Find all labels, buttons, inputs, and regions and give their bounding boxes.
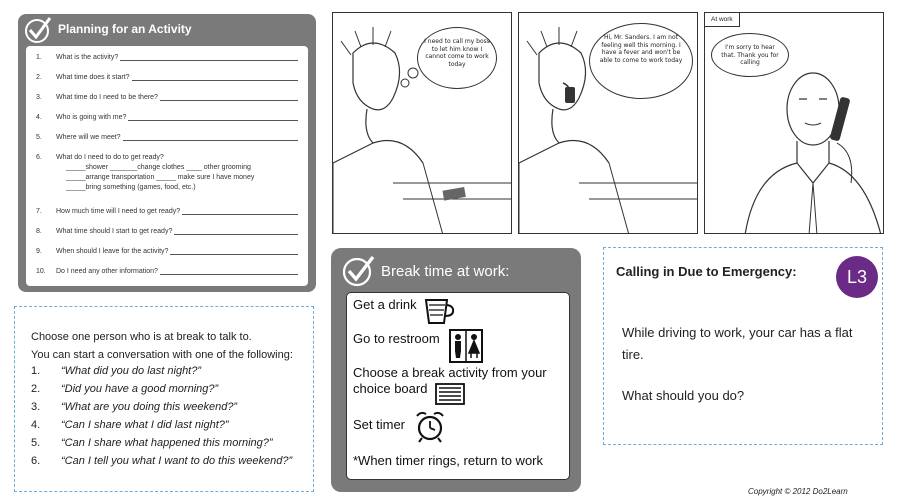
question-text: What do I need to do to get ready? bbox=[56, 154, 164, 161]
question-number: 9. bbox=[36, 248, 42, 255]
question-text: How much time will I need to get ready? bbox=[56, 208, 181, 215]
schedule-item-timer: Set timer bbox=[353, 417, 406, 432]
question-number: 4. bbox=[36, 114, 42, 121]
timer-note: *When timer rings, return to work bbox=[353, 453, 544, 468]
break-schedule bbox=[346, 292, 570, 480]
cup-icon bbox=[423, 297, 455, 325]
thought-bubble: I need to call my boss to let him know I cannot come to work today bbox=[417, 27, 497, 89]
item-number: 2. bbox=[31, 383, 41, 395]
checkmark-circle-icon bbox=[341, 254, 375, 288]
conversation-instruction: Choose one person who is at break to talk to. bbox=[31, 331, 252, 343]
conversation-starter bbox=[31, 419, 229, 431]
conversation-starter bbox=[31, 365, 201, 377]
question-row[interactable] bbox=[36, 208, 298, 215]
scenario-title: Calling in Due to Emergency: bbox=[616, 264, 797, 279]
alarm-clock-icon bbox=[413, 409, 447, 443]
planning-card bbox=[18, 14, 316, 292]
answer-line[interactable] bbox=[182, 214, 298, 215]
answer-line[interactable] bbox=[160, 100, 298, 101]
item-text: “What are you doing this weekend?” bbox=[61, 401, 238, 413]
question-number: 8. bbox=[36, 228, 42, 235]
choice-board-icon bbox=[435, 383, 465, 405]
question-number: 7. bbox=[36, 208, 42, 215]
question-number: 10. bbox=[36, 268, 46, 275]
conversation-starter bbox=[31, 383, 218, 395]
speech-bubble: I'm sorry to hear that. Thank you for calling bbox=[711, 33, 789, 77]
conversation-starter bbox=[31, 437, 273, 449]
question-row[interactable] bbox=[36, 54, 298, 61]
item-text: “Did you have a good morning?” bbox=[61, 383, 219, 395]
item-text: “What did you do last night?” bbox=[61, 365, 202, 377]
speech-bubble: Hi, Mr. Sanders. I am not feeling well this morning. I have a fever and won't be able to come to work today bbox=[589, 23, 693, 99]
scenario-text: While driving to work, your car has a flat tire. bbox=[622, 325, 853, 362]
question-row[interactable] bbox=[36, 268, 298, 275]
question-row[interactable] bbox=[36, 74, 298, 81]
question-row[interactable] bbox=[36, 134, 298, 141]
comic-panel-1 bbox=[332, 12, 512, 234]
question-number: 1. bbox=[36, 54, 42, 61]
scenario-question: What should you do? bbox=[622, 388, 745, 403]
checklist-options[interactable]: _____shower _______change clothes ____ other grooming bbox=[66, 164, 251, 171]
question-text: What time should I start to get ready? bbox=[56, 228, 173, 235]
comic-panel-2 bbox=[518, 12, 698, 234]
item-text: “Can I tell you what I want to do this weekend?” bbox=[61, 455, 293, 467]
item-number: 6. bbox=[31, 455, 41, 467]
question-text: Do I need any other information? bbox=[56, 268, 158, 275]
item-number: 4. bbox=[31, 419, 41, 431]
checklist-options[interactable]: _____arrange transportation _____ make sure I have money bbox=[66, 174, 255, 181]
planning-header bbox=[18, 14, 316, 44]
question-text: What time do I need to be there? bbox=[56, 94, 158, 101]
comic-panel-3 bbox=[704, 12, 884, 234]
question-number: 3. bbox=[36, 94, 42, 101]
item-number: 1. bbox=[31, 365, 41, 377]
question-text: When should I leave for the activity? bbox=[56, 248, 169, 255]
activity-line-2: choice board bbox=[353, 381, 428, 396]
panel-caption: At work bbox=[705, 13, 740, 27]
schedule-item-restroom: Go to restroom bbox=[353, 331, 440, 346]
question-row[interactable] bbox=[36, 228, 298, 235]
planning-title: Planning for an Activity bbox=[58, 22, 192, 36]
answer-line[interactable] bbox=[120, 60, 298, 61]
schedule-item-drink: Get a drink bbox=[353, 297, 417, 312]
item-number: 5. bbox=[31, 437, 41, 449]
question-number: 2. bbox=[36, 74, 42, 81]
question-row bbox=[36, 154, 298, 161]
answer-line[interactable] bbox=[174, 234, 298, 235]
conversation-starter bbox=[31, 455, 292, 467]
conversation-card bbox=[14, 306, 314, 492]
question-number: 5. bbox=[36, 134, 42, 141]
item-number: 3. bbox=[31, 401, 41, 413]
break-time-title: Break time at work: bbox=[381, 263, 510, 280]
answer-line[interactable] bbox=[160, 274, 298, 275]
question-text: Who is going with me? bbox=[56, 114, 127, 121]
question-number: 6. bbox=[36, 154, 42, 161]
planning-worksheet bbox=[26, 46, 308, 286]
answer-line[interactable] bbox=[132, 80, 298, 81]
emergency-scenario-card bbox=[603, 247, 883, 445]
activity-line-1: Choose a break activity from your bbox=[353, 365, 547, 380]
question-row[interactable] bbox=[36, 114, 298, 121]
checklist-options[interactable]: _____bring something (games, food, etc.) bbox=[66, 184, 196, 191]
item-text: “Can I share what I did last night?” bbox=[61, 419, 229, 431]
question-text: What time does it start? bbox=[56, 74, 130, 81]
question-row[interactable] bbox=[36, 94, 298, 101]
copyright-notice: Copyright © 2012 Do2Learn bbox=[748, 487, 848, 496]
question-text: What is the activity? bbox=[56, 54, 119, 61]
answer-line[interactable] bbox=[170, 254, 298, 255]
conversation-instruction: You can start a conversation with one of the following: bbox=[31, 349, 293, 361]
question-row[interactable] bbox=[36, 248, 298, 255]
level-badge: L3 bbox=[836, 256, 878, 298]
answer-line[interactable] bbox=[128, 120, 298, 121]
break-time-card bbox=[331, 248, 581, 492]
restroom-icon bbox=[449, 329, 483, 363]
question-text: Where will we meet? bbox=[56, 134, 121, 141]
answer-line[interactable] bbox=[123, 140, 298, 141]
conversation-starter bbox=[31, 401, 237, 413]
item-text: “Can I share what happened this morning?” bbox=[61, 437, 273, 449]
checkmark-circle-icon bbox=[24, 16, 52, 44]
